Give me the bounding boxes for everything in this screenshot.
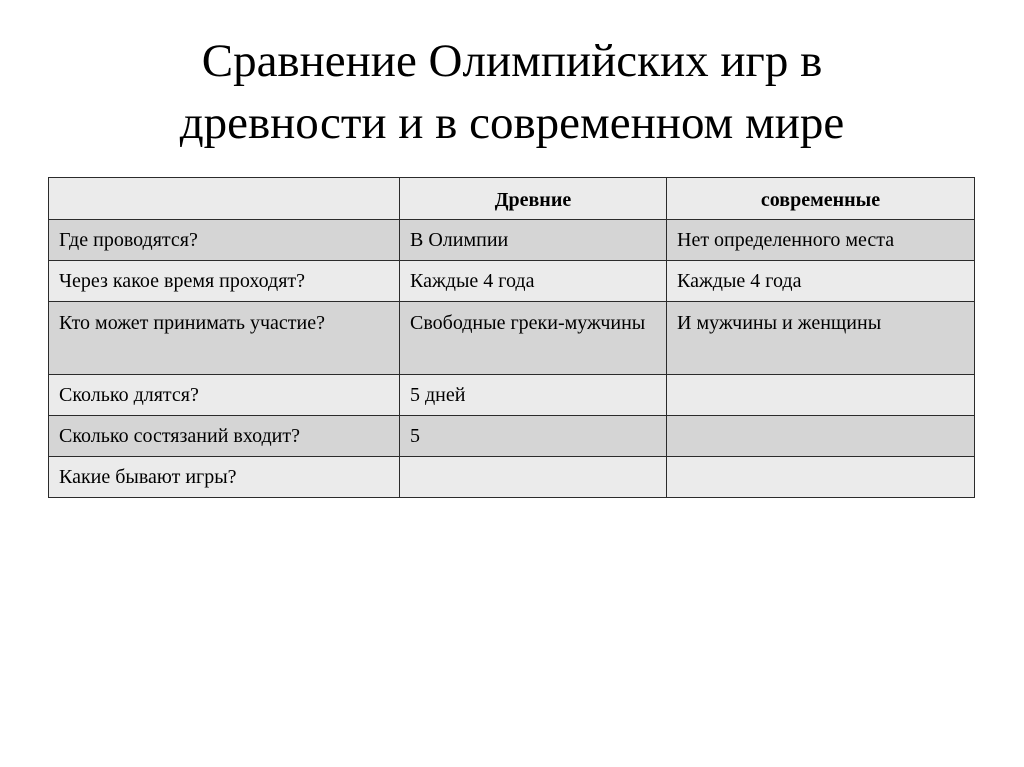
slide-title [0,30,1024,154]
modern-cell: Нет определенного места [667,220,975,261]
slide-title-line-2: древности и в современном мире [179,97,845,149]
table-row [49,220,975,261]
modern-cell: Каждые 4 года [667,261,975,302]
ancient-cell: 5 дней [400,375,667,416]
ancient-cell: В Олимпии [400,220,667,261]
question-cell: Какие бывают игры? [49,457,400,498]
header-cell-modern: современные [667,178,975,220]
question-cell: Сколько состязаний входит? [49,416,400,457]
header-cell-empty [49,178,400,220]
question-cell: Где проводятся? [49,220,400,261]
modern-cell: И мужчины и женщины [667,302,975,375]
comparison-table [48,177,975,498]
modern-cell [667,416,975,457]
ancient-cell: Каждые 4 года [400,261,667,302]
table-row [49,261,975,302]
table-row [49,457,975,498]
slide-title-line-1: Сравнение Олимпийских игр в [201,35,823,87]
table-row [49,302,975,375]
modern-cell [667,375,975,416]
header-cell-ancient: Древние [400,178,667,220]
table-row [49,416,975,457]
table-header-row [49,178,975,220]
table-row [49,375,975,416]
ancient-cell: Свободные греки-мужчины [400,302,667,375]
ancient-cell: 5 [400,416,667,457]
question-cell: Сколько длятся? [49,375,400,416]
modern-cell [667,457,975,498]
ancient-cell [400,457,667,498]
question-cell: Через какое время проходят? [49,261,400,302]
question-cell: Кто может принимать участие? [49,302,400,375]
